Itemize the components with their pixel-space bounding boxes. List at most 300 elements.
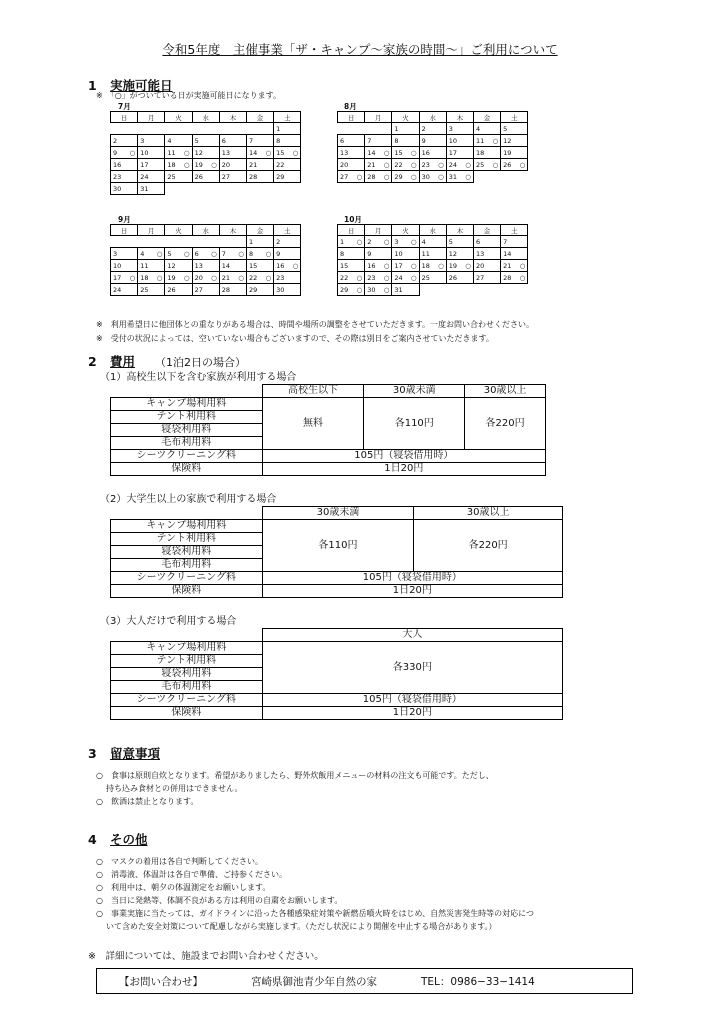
available-mark: ○ [410,237,417,246]
calendar-week [111,260,301,272]
day-number: 7 [248,136,254,145]
calendar-july [110,111,301,195]
day-number: 9 [113,148,118,157]
calendar-week [338,272,528,284]
calendar-empty-cell [192,183,219,195]
day-number: 5 [167,249,172,258]
case-2-label: （2）大学生以上の家族で利用する場合 [100,494,277,505]
day-number: 24 [113,285,122,294]
day-number: 17 [113,273,122,282]
day-number: 30 [367,285,376,294]
header-blank [111,385,263,398]
day-number: 12 [448,249,458,258]
weekday-label: 木 [446,112,473,123]
calendar-week [338,147,528,159]
day-number: 25 [167,172,176,181]
calendar-day [419,123,446,135]
calendar-day-available [419,159,446,171]
schedule-note-2: ※ 受付の状況によっては、空いていない場合もございますので、その際は別日をご案内させていただきます。 [96,334,494,343]
calendar-day [338,159,365,171]
calendar-day [246,236,273,248]
calendar-day [338,135,365,147]
calendar-day [365,135,392,147]
calendar-day [219,284,246,296]
available-mark: ○ [211,273,217,282]
day-number: 27 [340,172,349,181]
list-item: ○ 利用中は、朝夕の体温測定をお願いします。 [96,883,271,892]
calendar-day-available [419,260,446,272]
weekday-label: 月 [138,112,165,123]
calendar-day [501,135,528,147]
list-item: ○ 飲酒は禁止となります。 [96,797,199,806]
section-4-number: 4 [88,832,97,847]
weekday-header-row [111,112,301,123]
month-label-september: 9月 [118,215,131,224]
day-number: 14 [248,148,258,157]
inquiry-org: 宮崎県御池青少年自然の家 [251,975,377,988]
weekday-label: 土 [274,225,301,236]
calendar-empty-cell [365,123,392,135]
day-number: 15 [276,148,285,157]
day-number: 8 [248,249,254,258]
calendar-day [419,236,446,248]
day-number: 19 [167,273,176,282]
day-number: 11 [167,148,176,157]
day-number: 30 [421,172,430,181]
calendar-day-available [392,147,419,159]
available-mark: ○ [410,148,417,157]
calendar-day [392,284,419,296]
day-number: 26 [503,160,512,169]
calendar-week [338,159,528,171]
section-3-number: 3 [88,746,97,761]
calendar-day [338,260,365,272]
calendar-day [473,272,500,284]
calendar-day [138,135,165,147]
day-number: 25 [421,273,430,282]
calendar-day [111,135,138,147]
available-mark: ○ [383,285,390,294]
month-label-october: 10月 [344,215,362,224]
fee-value: 各110円 [262,520,414,572]
inquiry-box [96,968,633,994]
fee-table-case-2 [110,506,563,598]
available-mark: ○ [156,273,163,282]
calendar-day-available [138,272,165,284]
day-number: 1 [276,124,281,133]
weekday-label: 火 [165,225,192,236]
header-blank [111,507,263,520]
calendar-day [446,248,473,260]
calendar-day-available [392,236,419,248]
available-mark: ○ [129,148,136,157]
calendar-day [138,171,165,183]
list-item: ○ 食事は原則自炊となります。希望がありましたら、野外炊飯用メニューの材料の注文も可能です。ただし、 [96,771,494,780]
calendar-day-available [365,171,392,183]
section-4-heading [88,830,148,848]
available-mark: ○ [265,249,272,258]
day-number: 19 [448,261,458,270]
available-mark: ○ [183,148,190,157]
weekday-label: 土 [274,112,301,123]
calendar-day [165,260,192,272]
calendar-day [392,135,419,147]
day-number: 21 [367,160,376,169]
calendar-day [111,248,138,260]
available-mark: ○ [492,136,499,145]
calendar-day-available [365,260,392,272]
calendar-day [246,284,273,296]
section-2-subtitle: （1泊2日の場合） [155,356,247,369]
calendar-day-available [338,272,365,284]
fee-item-label: テント利用料 [111,411,263,424]
weekday-label: 水 [419,225,446,236]
available-mark: ○ [410,273,417,282]
weekday-label: 金 [473,112,500,123]
fee-item-label: テント利用料 [111,533,263,546]
fee-item-label: キャンプ場利用料 [111,520,263,533]
day-number: 15 [340,261,349,270]
day-number: 8 [276,136,281,145]
available-mark: ○ [356,172,363,181]
day-number: 4 [475,124,481,133]
fee-item-label: 毛布利用料 [111,681,263,694]
day-number: 8 [394,136,399,145]
day-number: 10 [113,261,122,270]
list-item: 持ち込み食材との併用はできません。 [106,784,243,793]
day-number: 2 [276,237,281,246]
calendar-day [392,248,419,260]
calendar-empty-cell [192,236,219,248]
list-item: いて含めた安全対策について配慮しながら実施します。（ただし状況により開催を中止する場合があります。） [106,922,497,931]
day-number: 15 [248,261,258,270]
calendar-day [274,123,301,135]
day-number: 4 [140,249,145,258]
insurance-value: 1日20円 [262,585,562,598]
day-number: 29 [394,172,403,181]
weekday-header-row [338,112,528,123]
weekday-label: 日 [111,112,138,123]
day-number: 17 [394,261,403,270]
calendar-day [501,236,528,248]
sheets-value: 105円（寝袋借用時） [262,694,562,707]
day-number: 22 [394,160,403,169]
calendar-day [392,123,419,135]
weekday-label: 金 [246,225,273,236]
day-number: 24 [394,273,403,282]
calendar-day [419,135,446,147]
fee-item-label: 寝袋利用料 [111,424,263,437]
available-mark: ○ [519,261,526,270]
day-number: 1 [394,124,399,133]
calendar-day-available [338,284,365,296]
calendar-day [246,260,273,272]
weekday-header-row [111,225,301,236]
calendar-day-available [473,135,500,147]
calendar-week [338,284,528,296]
day-number: 21 [503,261,512,270]
calendar-day-available [446,260,473,272]
day-number: 31 [394,285,403,294]
weekday-label: 日 [338,112,365,123]
available-mark: ○ [183,160,190,169]
day-number: 8 [340,249,345,258]
weekday-label: 火 [165,112,192,123]
day-number: 22 [248,273,258,282]
calendar-day-available [192,272,219,284]
available-mark: ○ [292,148,299,157]
calendar-day [192,135,219,147]
availability-note: ※ 「○」がついている日が実施可能日になります。 [96,91,282,100]
calendar-week [111,272,301,284]
fee-item-label: キャンプ場利用料 [111,398,263,411]
calendar-empty-cell [446,284,473,296]
calendar-week [111,147,301,159]
day-number: 9 [421,136,426,145]
day-number: 21 [221,273,231,282]
header-col: 30歳未満 [364,385,465,398]
day-number: 1 [248,237,254,246]
weekday-label: 月 [365,112,392,123]
day-number: 28 [367,172,376,181]
calendar-week [338,171,528,183]
available-mark: ○ [211,249,217,258]
calendar-day-available [392,260,419,272]
weekday-label: 月 [365,225,392,236]
calendar-day [274,159,301,171]
calendar-day [138,260,165,272]
calendar-empty-cell [501,284,528,296]
calendar-day-available [246,147,273,159]
day-number: 2 [367,237,372,246]
day-number: 6 [475,237,481,246]
calendar-day [246,159,273,171]
calendar-day [111,260,138,272]
available-mark: ○ [238,273,244,282]
available-mark: ○ [465,160,471,169]
day-number: 20 [194,273,203,282]
calendar-day-available [246,248,273,260]
day-number: 3 [394,237,399,246]
calendar-august [337,111,528,183]
calendar-empty-cell [165,236,192,248]
calendar-day-available [165,248,192,260]
day-number: 14 [367,148,376,157]
section-2-title: 費用 [110,354,136,369]
calendar-day [446,272,473,284]
calendar-empty-cell [274,183,301,195]
day-number: 27 [475,273,485,282]
calendar-day-available [274,260,301,272]
day-number: 13 [194,261,203,270]
calendar-empty-cell [473,171,500,183]
calendar-day [219,260,246,272]
day-number: 18 [421,261,430,270]
calendar-day [246,171,273,183]
available-mark: ○ [410,261,417,270]
calendar-day [338,248,365,260]
sheets-value: 105円（寝袋借用時） [262,450,545,463]
calendar-day [419,272,446,284]
sheets-label: シーツクリーニング料 [111,572,263,585]
calendar-day [274,135,301,147]
insurance-value: 1日20円 [262,463,545,476]
footer-note: ※ 詳細については、施設までお問い合わせください。 [88,951,324,962]
day-number: 20 [340,160,349,169]
available-mark: ○ [356,285,363,294]
day-number: 12 [503,136,512,145]
calendar-day [111,159,138,171]
calendar-day [501,147,528,159]
day-number: 28 [503,273,512,282]
list-item: ○ 事業実施に当たっては、ガイドラインに沿った各種感染症対策や新燃岳噴火時をはじめ、自然災害発生時等の対応につ [96,909,535,918]
fee-item-label: 毛布利用料 [111,437,263,450]
available-mark: ○ [183,273,190,282]
day-number: 6 [340,136,345,145]
calendar-week [111,183,301,195]
fee-value: 各220円 [465,398,546,450]
calendar-day [473,248,500,260]
day-number: 17 [140,160,149,169]
day-number: 28 [248,172,258,181]
day-number: 24 [140,172,149,181]
available-mark: ○ [211,160,217,169]
weekday-label: 日 [338,225,365,236]
day-number: 31 [448,172,458,181]
notes-list [96,769,494,808]
day-number: 11 [140,261,149,270]
day-number: 12 [167,261,176,270]
day-number: 13 [221,148,231,157]
weekday-label: 火 [392,112,419,123]
available-mark: ○ [383,148,390,157]
weekday-label: 水 [192,112,219,123]
sheets-label: シーツクリーニング料 [111,450,263,463]
calendar-day [501,248,528,260]
calendar-day [111,284,138,296]
fee-value: 無料 [262,398,364,450]
day-number: 12 [194,148,203,157]
sheets-label: シーツクリーニング料 [111,694,263,707]
available-mark: ○ [183,249,190,258]
schedule-note-1: ※ 利用希望日に他団体との重なりがある場合は、時間や場所の調整をさせていただきます。一度お問い合わせください。 [96,320,535,329]
available-mark: ○ [410,172,417,181]
available-mark: ○ [383,172,390,181]
calendar-day-available [165,147,192,159]
weekday-label: 日 [111,225,138,236]
calendar-day [246,135,273,147]
calendar-week [111,248,301,260]
calendar-empty-cell [246,183,273,195]
day-number: 14 [503,249,512,258]
calendar-day-available [392,171,419,183]
day-number: 26 [167,285,176,294]
day-number: 29 [248,285,258,294]
day-number: 14 [221,261,231,270]
fee-item-label: テント利用料 [111,655,263,668]
calendar-week [338,236,528,248]
inquiry-tel: TEL：0986−33−1414 [421,975,535,988]
calendar-day [219,171,246,183]
available-mark: ○ [438,172,444,181]
day-number: 23 [276,273,285,282]
available-mark: ○ [292,261,299,270]
calendar-week [111,171,301,183]
other-list [96,855,534,933]
calendar-empty-cell [501,171,528,183]
day-number: 20 [475,261,485,270]
weekday-label: 金 [246,112,273,123]
day-number: 16 [367,261,376,270]
calendar-empty-cell [473,284,500,296]
calendar-day [473,236,500,248]
calendar-day-available [365,147,392,159]
day-number: 10 [140,148,149,157]
calendar-day-available [501,272,528,284]
calendar-day [274,171,301,183]
calendar-day-available [365,284,392,296]
weekday-label: 水 [419,112,446,123]
calendar-day-available [338,171,365,183]
available-mark: ○ [238,249,244,258]
calendar-day [219,147,246,159]
weekday-label: 火 [392,225,419,236]
calendar-day [338,147,365,159]
calendar-day-available [192,159,219,171]
day-number: 1 [340,237,345,246]
day-number: 16 [113,160,122,169]
calendar-day [192,284,219,296]
calendar-day [138,284,165,296]
available-mark: ○ [519,273,526,282]
available-mark: ○ [383,273,390,282]
calendar-day-available [392,159,419,171]
fee-table-case-1 [110,384,546,476]
document-title: 令和5年度 主催事業「ザ・キャンプ〜家族の時間〜」ご利用について [162,42,558,57]
calendar-day [219,135,246,147]
calendar-day-available [365,272,392,284]
calendar-day-available [274,147,301,159]
day-number: 2 [421,124,426,133]
calendar-day-available [192,248,219,260]
calendar-day [446,135,473,147]
calendar-day [365,248,392,260]
insurance-label: 保険料 [111,707,263,720]
day-number: 31 [140,184,149,193]
day-number: 11 [475,136,485,145]
calendar-empty-cell [419,284,446,296]
insurance-label: 保険料 [111,585,263,598]
case-1-label: （1）高校生以下を含む家族が利用する場合 [100,372,297,383]
day-number: 4 [167,136,172,145]
weekday-header-row [338,225,528,236]
list-item: ○ 消毒液、体温計は各自で準備、ご持参ください。 [96,870,287,879]
fee-header-row [111,385,546,398]
available-mark: ○ [492,160,499,169]
calendar-day-available [501,260,528,272]
weekday-label: 金 [473,225,500,236]
day-number: 23 [367,273,376,282]
section-3-title: 留意事項 [110,746,161,761]
day-number: 16 [276,261,285,270]
fee-value: 各330円 [262,642,562,694]
calendar-day-available [165,159,192,171]
day-number: 6 [194,249,199,258]
header-col: 30歳以上 [414,507,563,520]
header-col: 大人 [262,629,562,642]
calendar-day [501,123,528,135]
fee-item-label: 毛布利用料 [111,559,263,572]
